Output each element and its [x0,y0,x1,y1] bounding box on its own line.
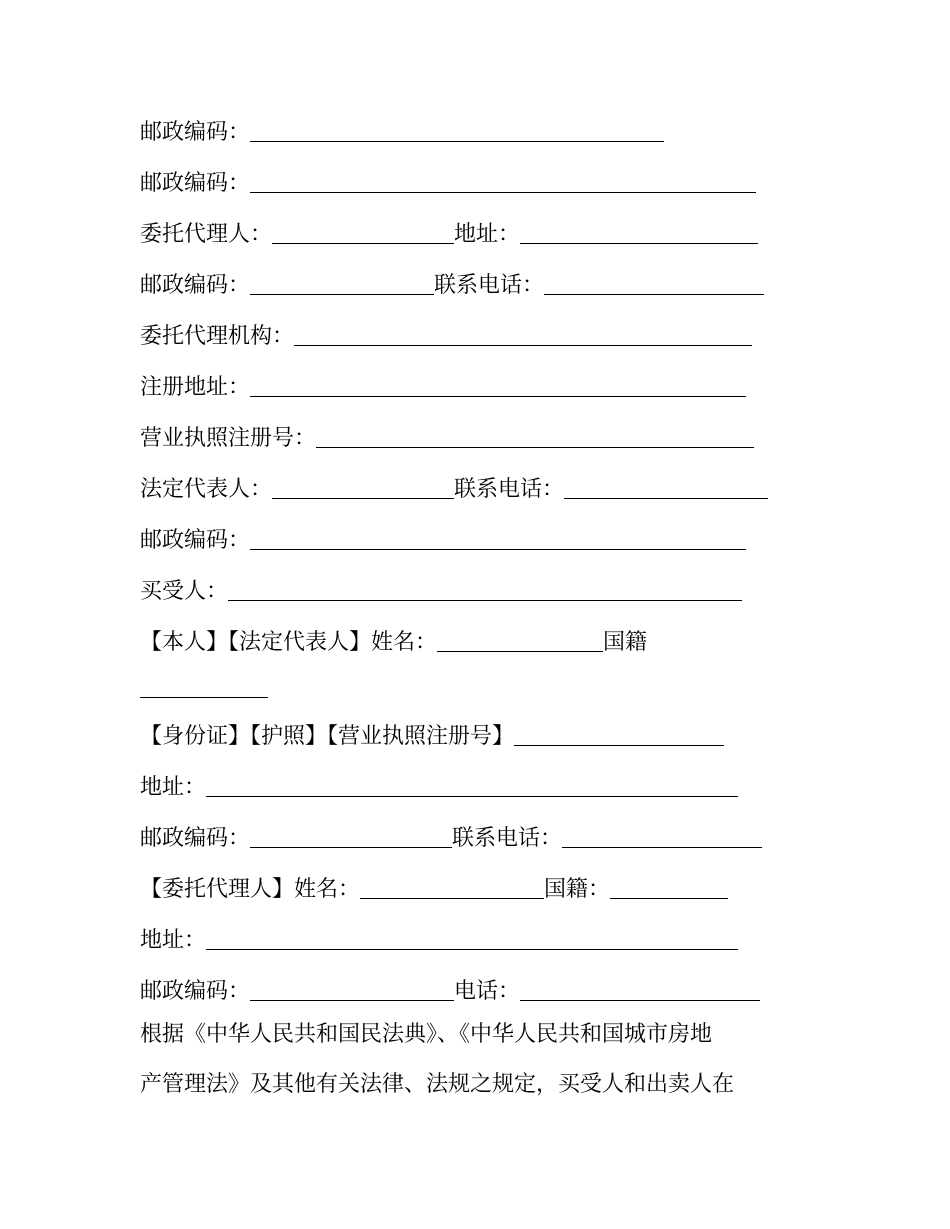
field-label: 邮政编码： [140,826,251,851]
field-label: 委托代理机构： [140,324,295,349]
field-label: 地址： [140,775,207,800]
buyer-postal-blank[interactable] [250,823,452,848]
field-label: 联系电话： [454,477,565,502]
business-license-blank[interactable] [316,423,754,448]
seller-agent-phone-blank[interactable] [544,270,764,295]
field-label: 法定代表人： [140,477,273,502]
field-label: 注册地址： [140,375,251,400]
buyer-address-row [140,767,738,803]
field-label: 电话： [454,979,521,1004]
buyer-address-blank[interactable] [206,772,738,797]
field-label: 地址： [454,222,521,247]
seller-agent-address-blank[interactable] [520,219,758,244]
field-label: 买受人： [140,579,229,604]
buyer-agent-address-row [140,920,738,956]
registered-address-row [140,367,746,403]
seller-postal-code-row-2 [140,163,756,199]
buyer-nationality-row [140,668,268,704]
field-label: 地址： [140,928,207,953]
field-label: 【委托代理人】姓名： [140,877,361,902]
seller-postal-code-blank-2[interactable] [250,168,756,193]
agency-postal-code-row [140,520,746,556]
buyer-agent-nationality-blank[interactable] [610,874,728,899]
legal-representative-row [140,469,768,505]
field-label: 邮政编码： [140,171,251,196]
buyer-id-row [140,716,724,752]
seller-agent-postal-blank[interactable] [250,270,434,295]
buyer-id-blank[interactable] [514,721,724,746]
buyer-agent-contact-row [140,971,760,1007]
buyer-nationality-blank[interactable] [140,673,268,698]
buyer-agent-name-blank[interactable] [360,874,544,899]
seller-postal-code-row [140,112,664,148]
contract-preamble [140,1010,820,1110]
field-label: 联系电话： [434,273,545,298]
buyer-phone-blank[interactable] [562,823,762,848]
seller-postal-code-blank[interactable] [250,117,664,142]
field-label: 营业执照注册号： [140,426,317,451]
field-label: 邮政编码： [140,273,251,298]
field-label: 邮政编码： [140,120,251,145]
field-label: 【身份证】【护照】【营业执照注册号】 [140,724,515,749]
legal-representative-blank[interactable] [272,474,454,499]
registered-address-blank[interactable] [250,372,746,397]
field-label: 【本人】【法定代表人】姓名： [140,630,438,655]
field-label: 委托代理人： [140,222,273,247]
buyer-agent-row [140,869,728,905]
buyer-name-blank[interactable] [437,627,603,652]
preamble-line-2: 产管理法》及其他有关法律、法规之规定，买受人和出卖人在 [140,1072,735,1097]
buyer-blank[interactable] [228,576,742,601]
buyer-agent-phone-blank[interactable] [520,976,760,1001]
buyer-row [140,571,742,607]
field-label: 国籍： [544,877,611,902]
field-label: 国籍 [603,630,648,655]
buyer-name-row [140,622,647,658]
legal-representative-phone-blank[interactable] [564,474,768,499]
buyer-agent-postal-blank[interactable] [250,976,454,1001]
seller-agent-row [140,214,758,250]
preamble-line-1: 根据《中华人民共和国民法典》、《中华人民共和国城市房地 [140,1022,713,1047]
seller-agent-blank[interactable] [272,219,454,244]
buyer-agent-address-blank[interactable] [206,925,738,950]
agency-blank[interactable] [294,321,752,346]
field-label: 联系电话： [452,826,563,851]
buyer-contact-row [140,818,762,854]
field-label: 邮政编码： [140,528,251,553]
field-label: 邮政编码： [140,979,251,1004]
seller-agent-contact-row [140,265,764,301]
agency-row [140,316,752,352]
agency-postal-code-blank[interactable] [250,525,746,550]
business-license-row [140,418,754,454]
